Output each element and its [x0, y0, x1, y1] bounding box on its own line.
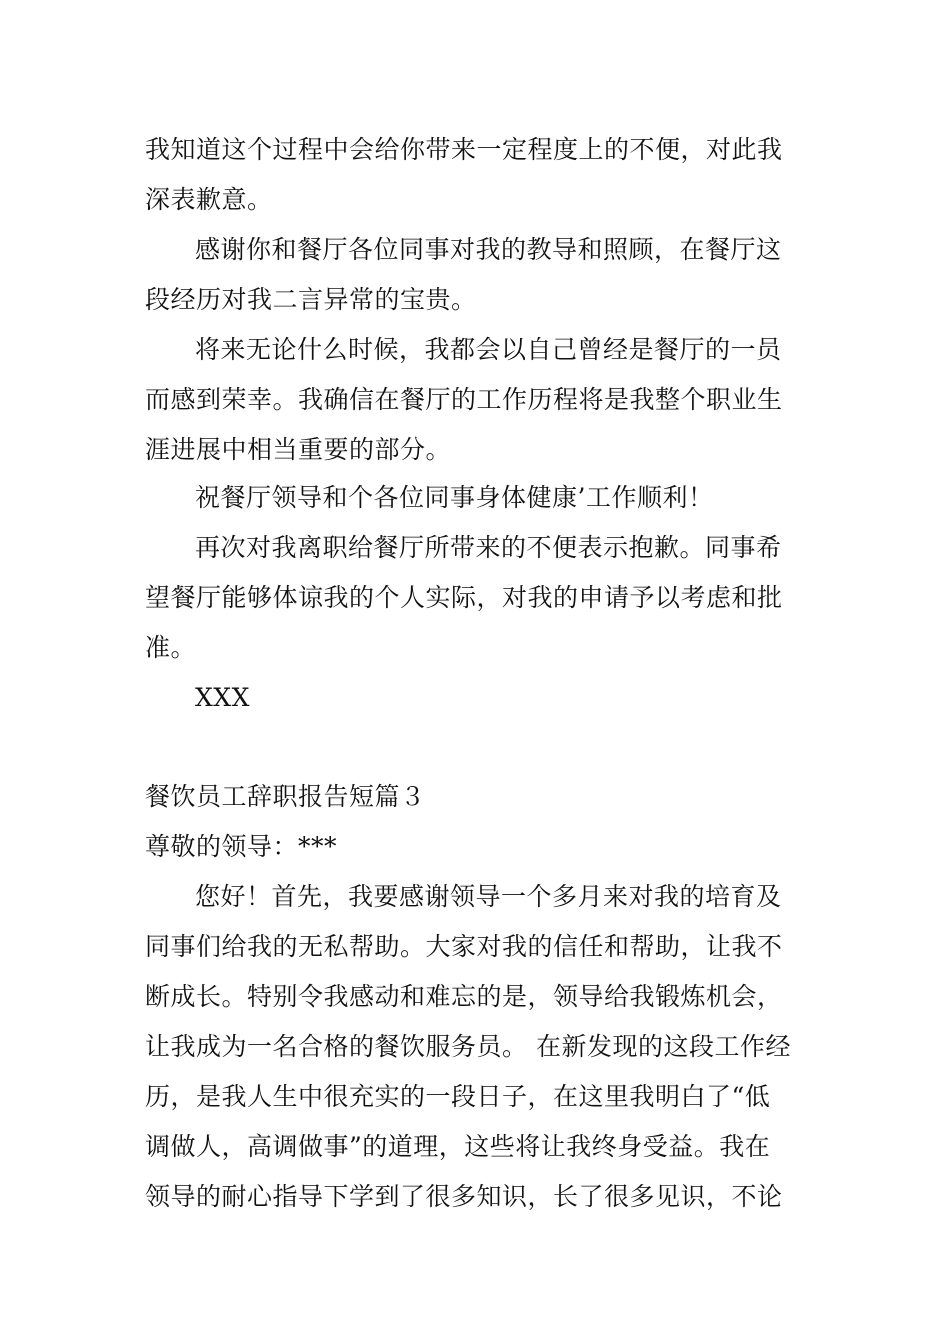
signature-line: XXX — [195, 683, 250, 712]
paragraph-line: 准。 — [145, 633, 197, 662]
paragraph-line: 望餐厅能够体谅我的个人实际，对我的申请予以考虑和批 — [145, 583, 783, 612]
paragraph-line: 祝餐厅领导和个各位同事身体健康’工作顺利！ — [195, 483, 714, 512]
paragraph-line: 领导的耐心指导下学到了很多知识，长了很多见识，不论 — [145, 1182, 783, 1211]
paragraph-line: 深表歉意。 — [145, 185, 273, 214]
paragraph-line: 让我成为一名合格的餐饮服务员。 在新发现的这段工作经 — [145, 1032, 791, 1061]
paragraph-line: 段经历对我二言异常的宝贵。 — [145, 285, 477, 314]
paragraph-line: 历，是我人生中很充实的一段日子，在这里我明白了“低 — [145, 1082, 771, 1111]
paragraph-line: 调做人，高调做事”的道理，这些将让我终身受益。我在 — [145, 1132, 771, 1161]
section-title: 餐饮员工辞职报告短篇３ — [145, 782, 426, 811]
paragraph-line: 再次对我离职给餐厅所带来的不便表示抱歉。同事希 — [195, 533, 782, 562]
paragraph-line: 您好！首先，我要感谢领导一个多月来对我的培育及 — [195, 882, 782, 911]
paragraph-line: 我知道这个过程中会给你带来一定程度上的不便，对此我 — [145, 135, 783, 164]
paragraph-line: 同事们给我的无私帮助。大家对我的信任和帮助，让我不 — [145, 932, 783, 961]
paragraph-line: 将来无论什么时候，我都会以自己曾经是餐厅的一员 — [195, 335, 782, 364]
paragraph-line: 涯进展中相当重要的部分。 — [145, 435, 452, 464]
paragraph-line: 而感到荣幸。我确信在餐厅的工作历程将是我整个职业生 — [145, 385, 783, 414]
paragraph-line: 断成长。特别令我感动和难忘的是，领导给我锻炼机会， — [145, 982, 783, 1011]
salutation-line: 尊敬的领导：*** — [145, 832, 338, 861]
paragraph-line: 感谢你和餐厅各位同事对我的教导和照顾，在餐厅这 — [195, 235, 782, 264]
